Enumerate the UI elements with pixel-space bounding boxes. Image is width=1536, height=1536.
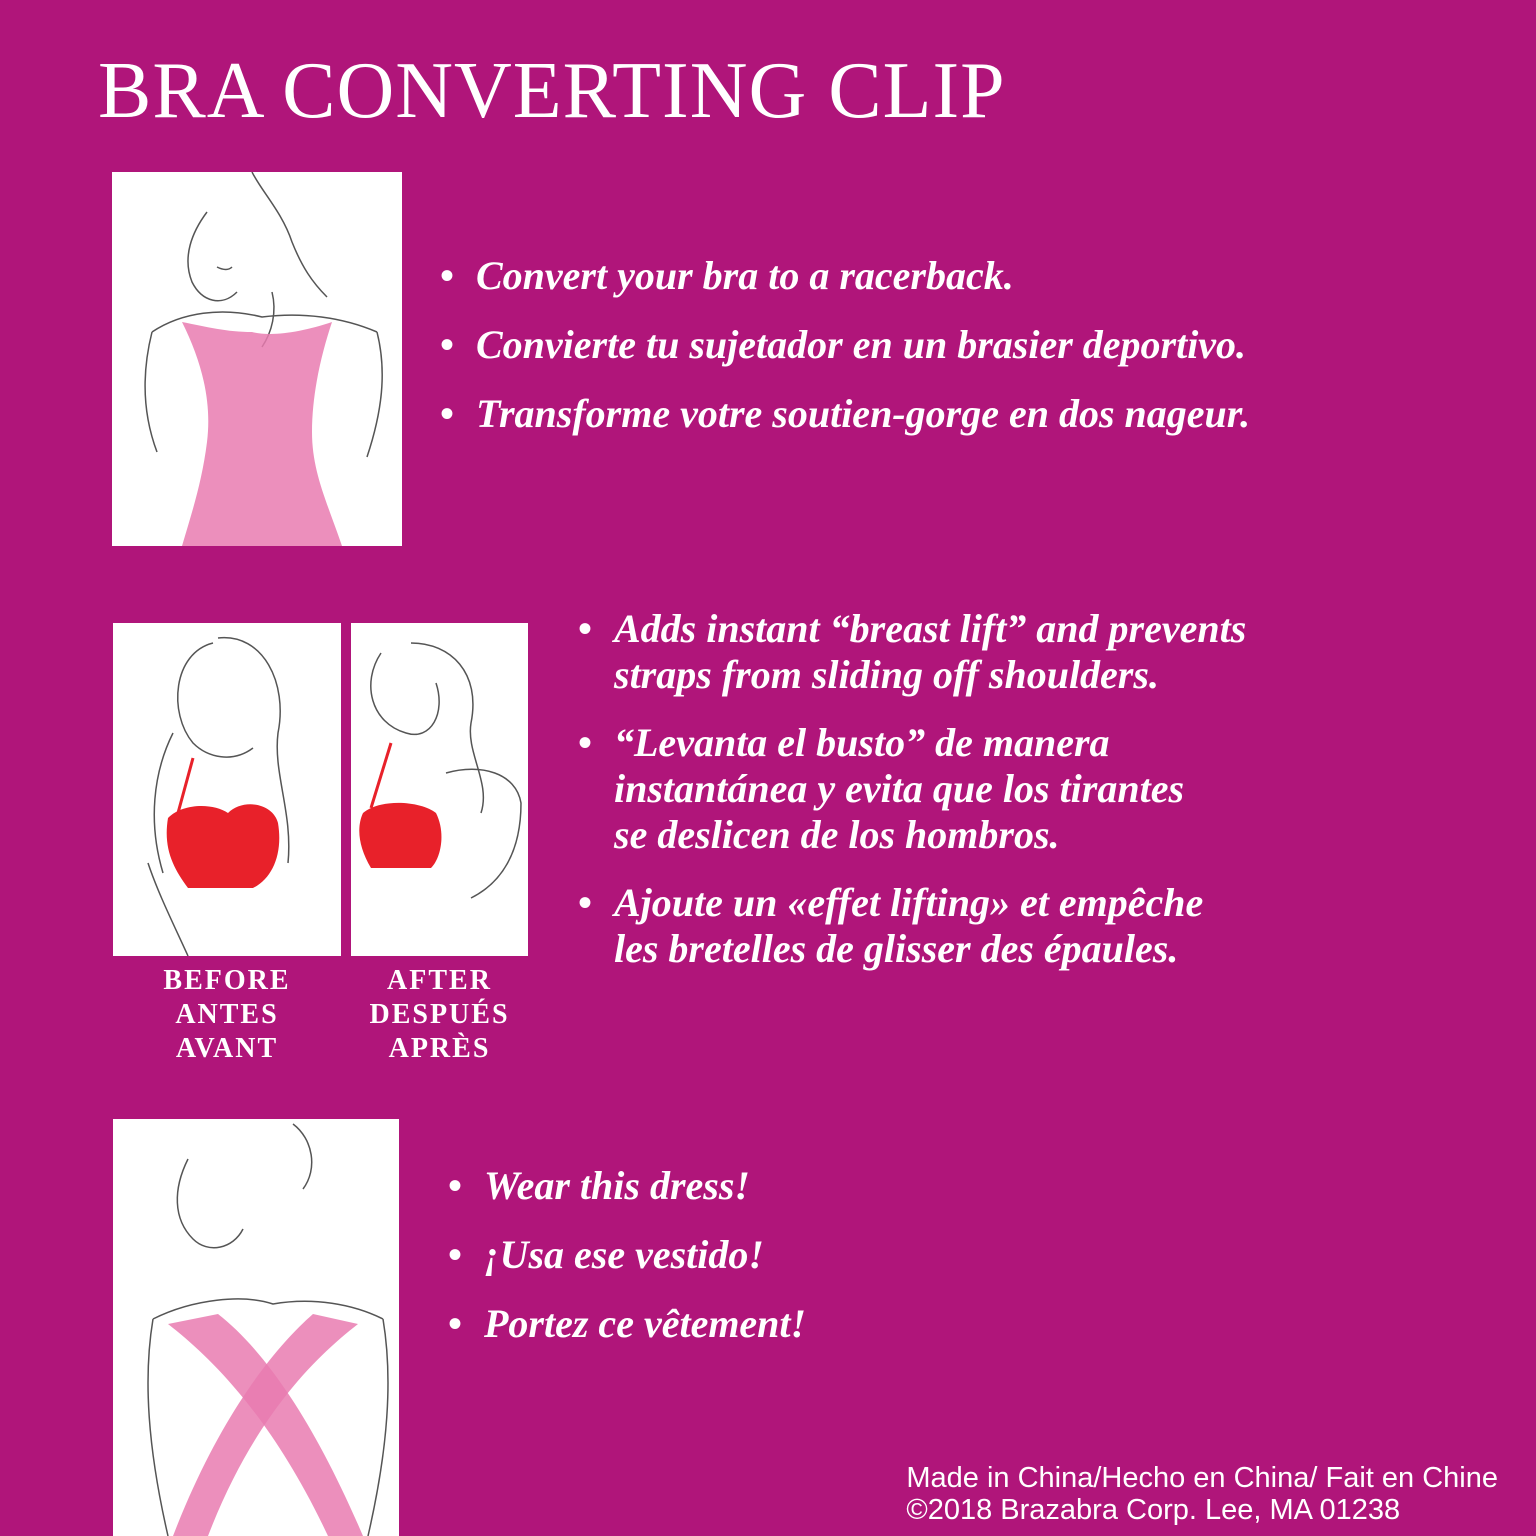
bullet-item: • Convierte tu sujetador en un brasier deportivo. bbox=[440, 322, 1247, 367]
before-woman-illustration bbox=[113, 623, 341, 956]
bullet-item: • “Levanta el busto” de manera instantánea y evita que los tirantes se deslicen de los hombros. bbox=[578, 720, 1185, 857]
dress-illustration-panel bbox=[113, 1119, 399, 1536]
before-illustration-panel bbox=[113, 623, 341, 956]
after-woman-illustration bbox=[351, 623, 528, 956]
after-caption: AFTER DESPUÉS APRÈS bbox=[369, 965, 510, 1064]
before-caption: BEFORE ANTES AVANT bbox=[163, 965, 291, 1064]
bullet-item: • Ajoute un «effet lifting» et empêche les bretelles de glisser des épaules. bbox=[578, 880, 1204, 971]
bullet-item: • Adds instant “breast lift” and prevents straps from sliding off shoulders. bbox=[578, 606, 1247, 697]
crossback-dress-woman-illustration bbox=[113, 1119, 399, 1536]
racerback-woman-illustration bbox=[112, 172, 402, 546]
origin-text: Made in China/Hecho en China/ Fait en Chine bbox=[906, 1462, 1498, 1494]
bullet-item: • Transforme votre soutien-gorge en dos nageur. bbox=[440, 391, 1251, 436]
bullet-item: • Convert your bra to a racerback. bbox=[440, 253, 1014, 298]
copyright-text: ©2018 Brazabra Corp. Lee, MA 01238 bbox=[906, 1494, 1401, 1526]
bullet-item: • ¡Usa ese vestido! bbox=[448, 1232, 764, 1277]
racerback-bullet-list bbox=[440, 252, 1251, 459]
page-title: BRA CONVERTING CLIP bbox=[98, 47, 1006, 135]
footer-legal bbox=[906, 1462, 1498, 1526]
bullet-item: • Portez ce vêtement! bbox=[448, 1301, 807, 1346]
lift-bullet-list bbox=[578, 606, 1247, 994]
after-illustration-panel bbox=[351, 623, 528, 956]
racerback-illustration-panel bbox=[112, 172, 402, 546]
bullet-item: • Wear this dress! bbox=[448, 1163, 750, 1208]
dress-bullet-list bbox=[448, 1162, 807, 1369]
